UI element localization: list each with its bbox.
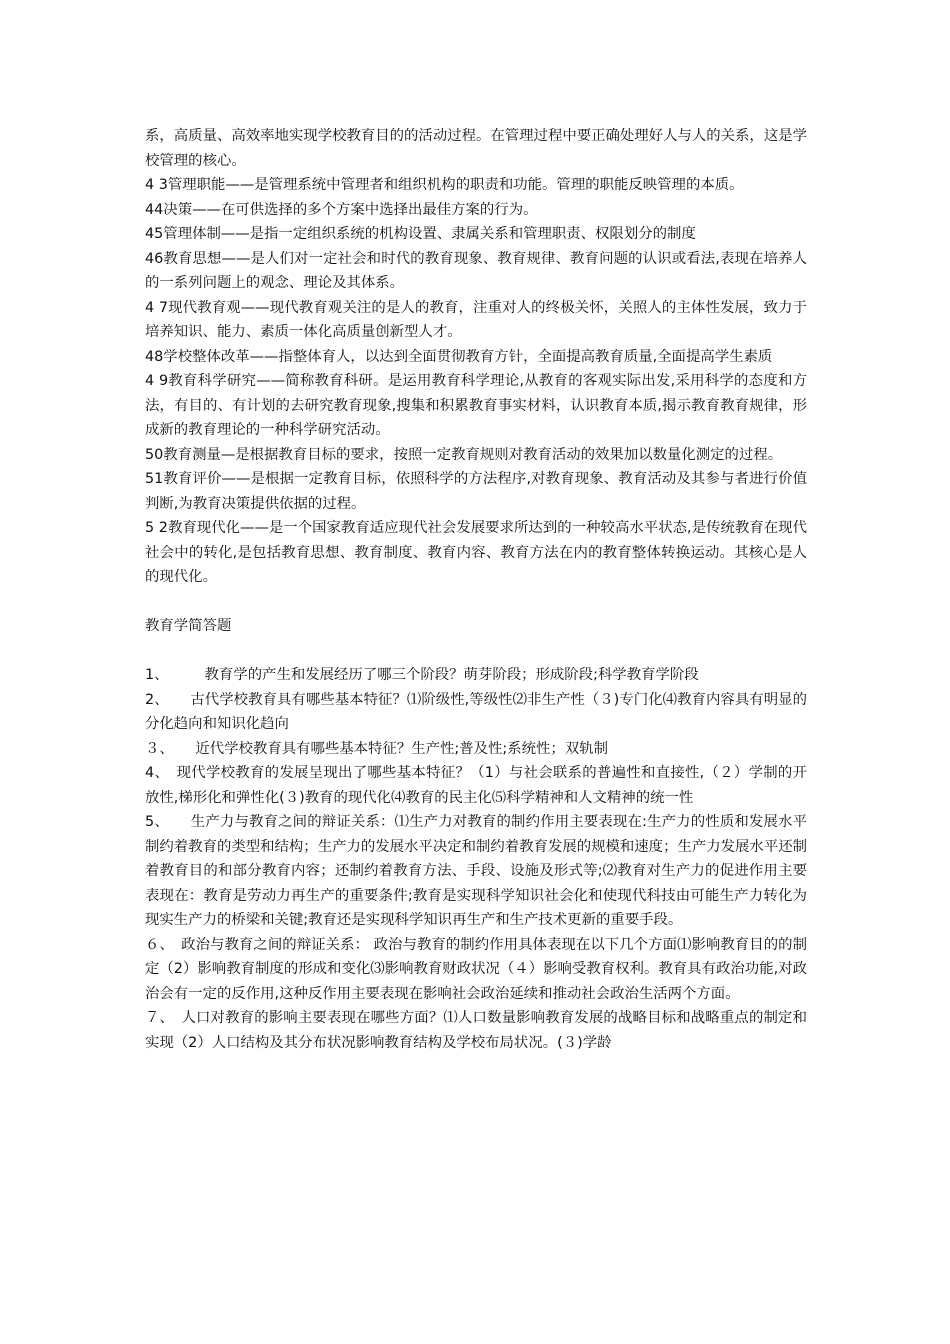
question-paragraph: ７、 人口对教育的影响主要表现在哪些方面？⑴人口数量影响教育发展的战略目标和战略重点的制定和实现（2）人口结构及其分布状况影响教育结构及学校布局状况。(３)学龄 — [145, 1010, 807, 1051]
definition-paragraph: 48学校整体改革——指整体育人，以达到全面贯彻教育方针，全面提高教育质量,全面提高学生素质 — [145, 348, 773, 365]
definition-paragraph: 4 7现代教育观——现代教育观关注的是人的教育，注重对人的终极关怀，关照人的主体性发展，致力于培养知识、能力、素质一体化高质量创新型人才。 — [145, 299, 807, 340]
definition-paragraph: 4 3管理职能——是管理系统中管理者和组织机构的职责和功能。管理的职能反映管理的本质。 — [145, 177, 744, 193]
definition-paragraph: 46教育思想——是人们对一定社会和时代的教育现象、教育规律、教育问题的认识或看法,表现在培养人的一系列问题上的观念、理论及其体系。 — [145, 250, 807, 291]
question-paragraph: ３、 近代学校教育具有哪些基本特征？生产性;普及性;系统性；双轨制 — [145, 740, 608, 757]
blank-line — [145, 590, 807, 615]
definition-paragraph: 5 2教育现代化——是一个国家教育适应现代社会发展要求所达到的一种较高水平状态,是传统教育在现代社会中的转化,是包括教育思想、教育制度、教育内容、教育方法在内的教育整体转换运动。其核心是人的现代化。 — [145, 520, 807, 585]
section-title: 教育学简答题 — [145, 618, 232, 634]
document-page — [145, 124, 807, 1055]
question-paragraph: 1、 教育学的产生和发展经历了哪三个阶段？萌芽阶段；形成阶段;科学教育学阶段 — [145, 667, 699, 683]
definition-paragraph: 45管理体制——是指一定组织系统的机构设置、隶属关系和管理职责、权限划分的制度 — [145, 226, 696, 242]
definition-paragraph: 50教育测量—是根据教育目标的要求，按照一定教育规则对教育活动的效果加以数量化测定的过程。 — [145, 446, 783, 463]
question-paragraph: ６、 政治与教育之间的辩证关系： 政治与教育的制约作用具体表现在以下几个方面⑴影响教育目的的制定（2）影响教育制度的形成和变化⑶影响教育财政状况（４）影响受教育权利。教育具有政治功能,对政治会有一定的反作用,这种反作用主要表现在影响社会政治延续和推动社会政治生活两个方面。 — [145, 936, 807, 1002]
definition-paragraph: 44决策——在可供选择的多个方案中选择出最佳方案的行为。 — [145, 201, 538, 218]
question-paragraph: 5、 生产力与教育之间的辩证关系：⑴生产力对教育的制约作用主要表现在:生产力的性质和发展水平制约着教育的类型和结构；生产力的发展水平决定和制约着教育发展的规模和速度；生产力发展水平还制着教育目的和部分教育内容；还制约着教育方法、手段、设施及形式等;⑵教育对生产力的促进作用主要表现在：教育是劳动力再生产的重要条件;教育是实现科学知识社会化和使现代科技由可能生产力转化为现实生产力的桥梁和关键;教育还是实现科学知识再生产和生产技术更新的重要手段。 — [145, 814, 807, 928]
definition-paragraph: 系，高质量、高效率地实现学校教育目的的活动过程。在管理过程中要正确处理好人与人的关系，这是学校管理的核心。 — [145, 128, 807, 169]
definition-paragraph: 51教育评价——是根据一定教育目标，依照科学的方法程序,对教育现象、教育活动及其参与者进行价值判断,为教育决策提供依据的过程。 — [145, 471, 807, 512]
definition-paragraph: 4 9教育科学研究——简称教育科研。是运用教育科学理论,从教育的客观实际出发,采用科学的态度和方法，有目的、有计划的去研究教育现象,搜集和积累教育事实材料，认识教育本质,揭示教育教育规律，形成新的教育理论的一种科学研究活动。 — [145, 373, 807, 438]
question-paragraph: 4、 现代学校教育的发展呈现出了哪些基本特征？（1）与社会联系的普遍性和直接性,（２）学制的开放性,梯形化和弹性化(３)教育的现代化⑷教育的民主化⑸科学精神和人文精神的统一性 — [145, 765, 807, 806]
question-paragraph: 2、 古代学校教育具有哪些基本特征？⑴阶级性,等级性⑵非生产性（３)专门化⑷教育内容具有明显的分化趋向和知识化趋向 — [145, 691, 807, 732]
blank-line — [145, 639, 807, 664]
